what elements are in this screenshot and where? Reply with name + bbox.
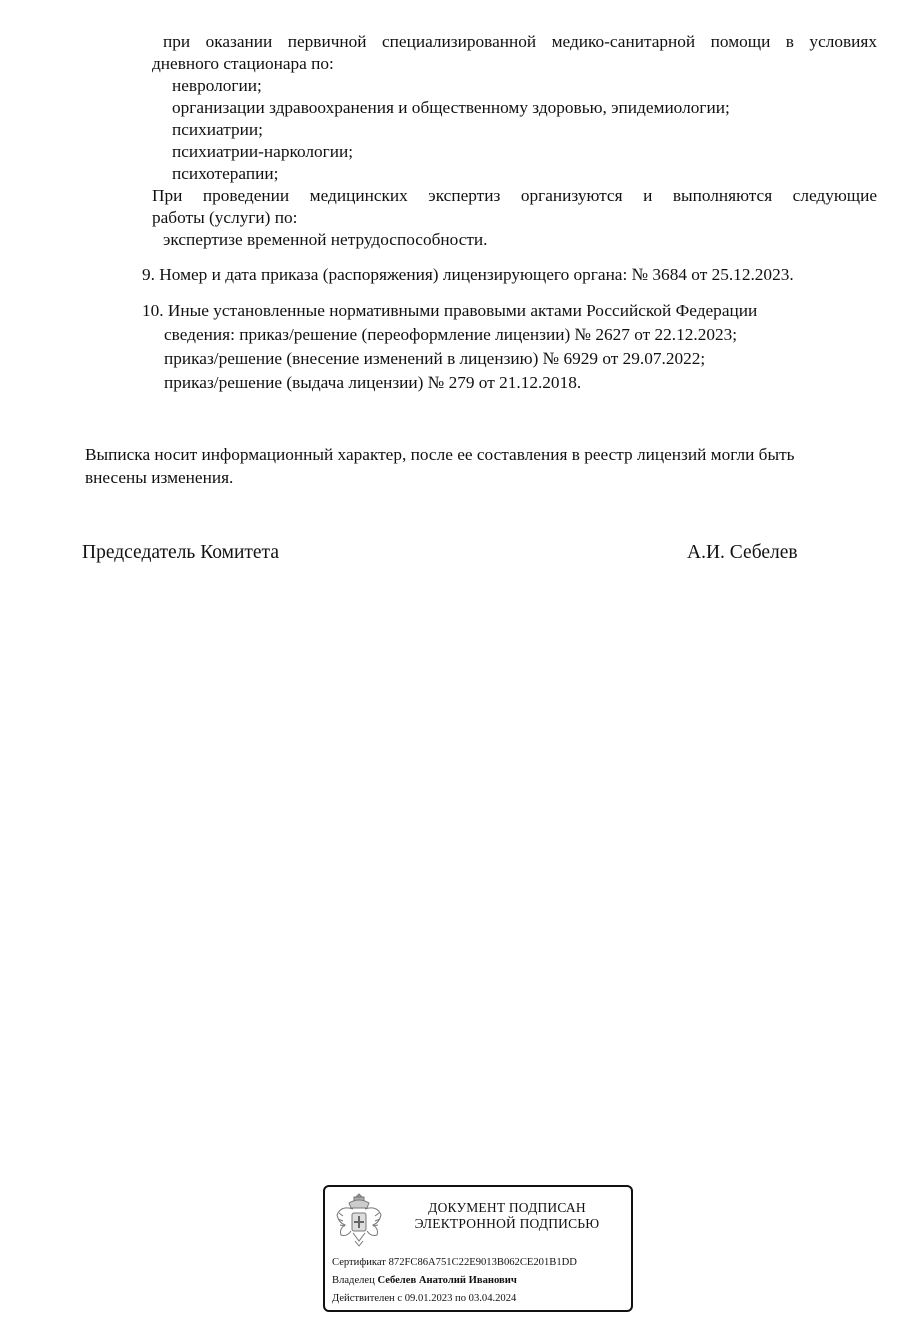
stamp-title-line1: ДОКУМЕНТ ПОДПИСАН <box>428 1200 586 1215</box>
disclaimer-line2: внесены изменения. <box>85 468 234 487</box>
service-item: психиатрии-наркологии; <box>172 142 354 161</box>
expertise-item: экспертизе временной нетрудоспособности. <box>163 230 488 249</box>
stamp-title-line2: ЭЛЕКТРОННОЙ ПОДПИСЬЮ <box>414 1216 600 1231</box>
section-10-line: сведения: приказ/решение (переоформление лицензии) № 2627 от 22.12.2023; <box>164 325 738 344</box>
e-signature-stamp <box>323 1185 633 1312</box>
owner-label: Владелец <box>332 1275 375 1286</box>
certificate-row <box>332 1256 577 1270</box>
service-item: психиатрии; <box>172 120 263 139</box>
validity-row: Действителен с 09.01.2023 по 03.04.2024 <box>332 1293 517 1304</box>
owner-row <box>332 1274 517 1288</box>
disclaimer-line1: Выписка носит информационный характер, после ее составления в реестр лицензий могли быть <box>85 445 795 464</box>
service-item: неврологии; <box>172 76 262 95</box>
owner-value: Себелев Анатолий Иванович <box>377 1275 517 1286</box>
section-10-line: приказ/решение (внесение изменений в лицензию) № 6929 от 29.07.2022; <box>164 349 706 368</box>
signatory-name: А.И. Себелев <box>687 542 798 563</box>
russian-coat-of-arms-icon <box>333 1191 385 1249</box>
expertise-intro-line1: При проведении медицинских экспертиз организуются и выполняются следующие <box>152 186 877 205</box>
section-10-line: приказ/решение (выдача лицензии) № 279 от 21.12.2018. <box>164 373 582 392</box>
day-hospital-intro-line2: дневного стационара по: <box>152 54 334 73</box>
section-9-order-info: 9. Номер и дата приказа (распоряжения) лицензирующего органа: № 3684 от 25.12.2023. <box>142 265 794 284</box>
expertise-intro-line2: работы (услуги) по: <box>152 208 298 227</box>
day-hospital-intro-line1: при оказании первичной специализированной медико-санитарной помощи в условиях <box>163 32 877 51</box>
service-item: организации здравоохранения и общественному здоровью, эпидемиологии; <box>172 98 730 117</box>
service-item: психотерапии; <box>172 164 279 183</box>
certificate-value: 872FC86A751C22E9013B062CE201B1DD <box>388 1257 577 1268</box>
certificate-label: Сертификат <box>332 1257 386 1268</box>
section-10-line: 10. Иные установленные нормативными правовыми актами Российской Федерации <box>142 301 758 320</box>
signatory-position: Председатель Комитета <box>82 542 279 563</box>
stamp-title <box>395 1200 619 1232</box>
